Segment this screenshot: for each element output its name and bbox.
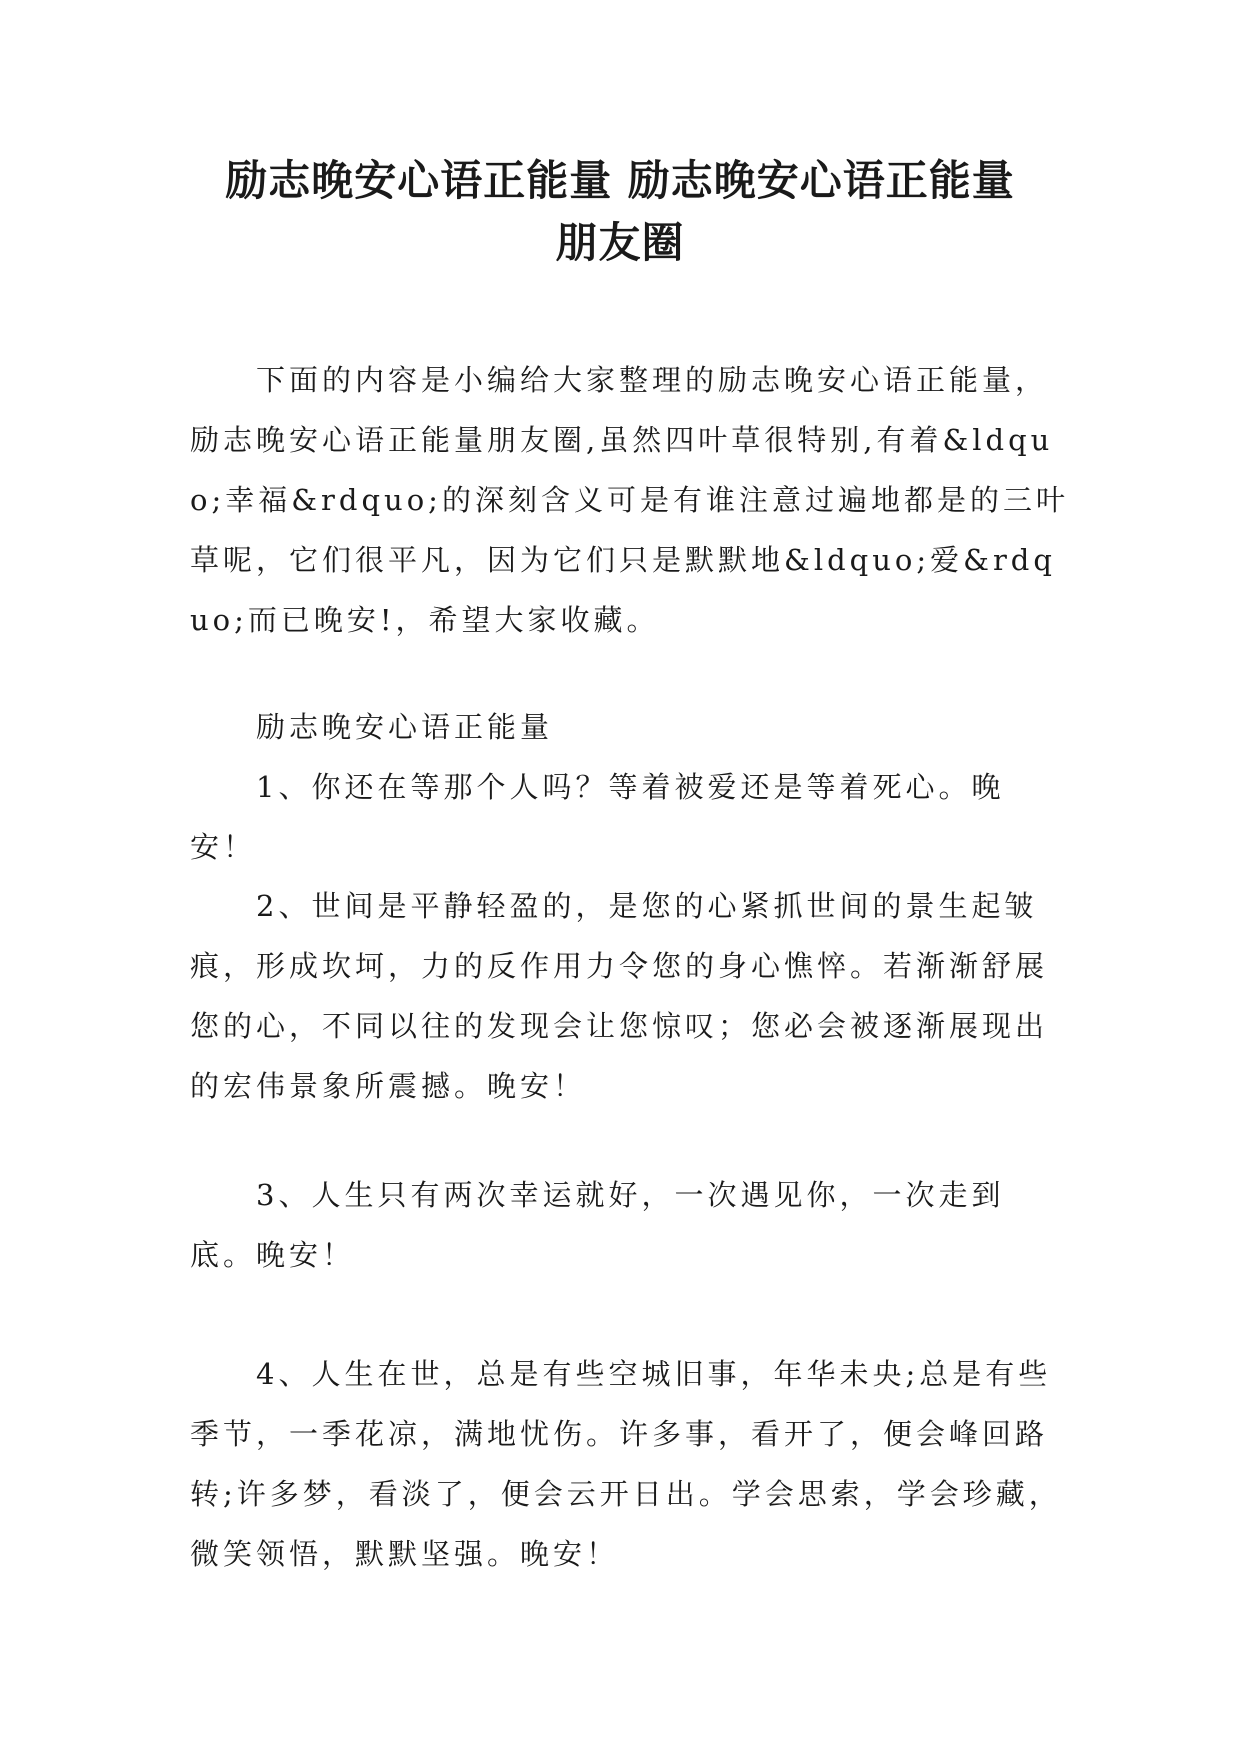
title-line-1: 励志晚安心语正能量 励志晚安心语正能量 [225,156,1015,205]
intro-paragraph: 下面的内容是小编给大家整理的励志晚安心语正能量，励志晚安心语正能量朋友圈,虽然四叶草很特别,有着&ldquo;幸福&rdquo;的深刻含义可是有谁注意过遍地都是的三叶草呢，它们很平凡，因为它们只是默默地&ldquo;爱&rdquo;而已晚安!，希望大家收藏。 [190,363,1069,637]
list-item: 3、人生只有两次幸运就好，一次遇见你，一次走到底。晚安！ [190,1178,1005,1272]
list-item: 1、你还在等那个人吗？等着被爱还是等着死心。晚安！ [190,770,1005,864]
section-heading: 励志晚安心语正能量 [256,710,554,744]
list-item: 4、人生在世，总是有些空城旧事，年华未央;总是有些季节，一季花凉，满地忧伤。许多事，看开了，便会峰回路转;许多梦，看淡了，便会云开日出。学会思索，学会珍藏，微笑领悟，默默坚强。晚安！ [190,1357,1062,1571]
document-title [150,150,1090,274]
list-item: 2、世间是平静轻盈的，是您的心紧抓世间的景生起皱痕，形成坎坷，力的反作用力令您的身心憔悴。若渐渐舒展您的心，不同以往的发现会让您惊叹；您必会被逐渐展现出的宏伟景象所震撼。晚安！ [190,889,1049,1103]
title-line-2: 朋友圈 [555,218,685,267]
